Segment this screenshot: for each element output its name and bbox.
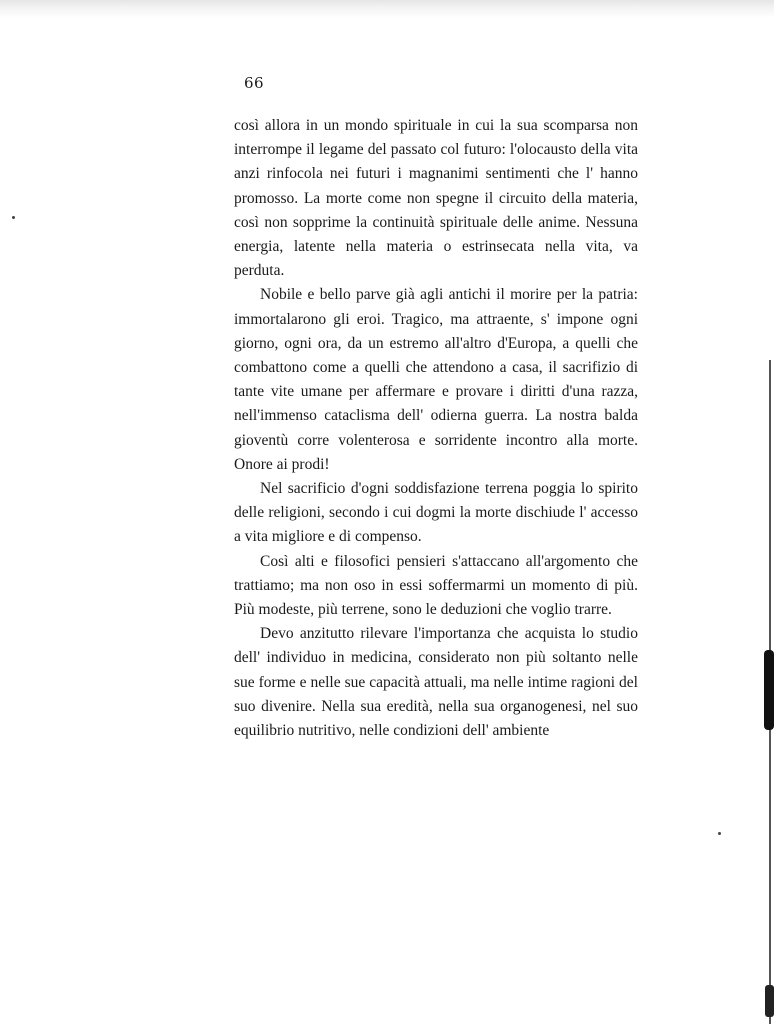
scan-speck [12, 216, 15, 219]
binding-mark [764, 650, 774, 730]
binding-mark-lower [765, 985, 774, 1017]
scan-speck [718, 832, 721, 835]
paragraph-3: Nel sacrificio d'ogni soddisfazione terrena poggia lo spirito delle religioni, secondo i cui dogmi la morte dischiude l' accesso a vita migliore e di compenso. [234, 480, 638, 546]
body-text [234, 114, 638, 743]
scan-top-shadow [0, 0, 774, 18]
page-number: 66 [244, 74, 265, 92]
paragraph-1: così allora in un mondo spirituale in cui la sua scomparsa non interrompe il legame del passato col futuro: l'olocausto della vita anzi rinfocola nei futuri i magnanimi sentimenti che l' hanno promosso. La morte come non spegne il circuito della materia, così non sopprime la continuità spirituale delle anime. Nessuna energia, latente nella materia o estrinsecata nella vita, va perduta. [234, 117, 638, 280]
paragraph-2: Nobile e bello parve già agli antichi il morire per la patria: immortalarono gli eroi. Tragico, ma attraente, s' impone ogni giorno, ogni ora, da un estremo all'altro d'Europa, a quelli che combattono come a quelli che attendono a casa, il sacrifizio di tante vite umane per affermare e provare i diritti d'una razza, nell'immenso cataclisma dell' odierna guerra. La nostra balda gioventù corre volenterosa e sorridente incontro alla morte. Onore ai prodi! [234, 286, 638, 473]
paragraph-5: Devo anzitutto rilevare l'importanza che acquista lo studio dell' individuo in medicina, considerato non più soltanto nelle sue forme e nelle sue capacità attuali, ma nelle intime ragioni del suo divenire. Nella sua eredità, nella sua organogenesi, nel suo equilibrio nutritivo, nelle condizioni dell' ambiente [234, 625, 638, 740]
paragraph-4: Così alti e filosofici pensieri s'attaccano all'argomento che trattiamo; ma non oso in essi soffermarmi un momento di più. Più modeste, più terrene, sono le deduzioni che voglio trarre. [234, 552, 638, 619]
scan-right-edge [762, 0, 774, 1024]
